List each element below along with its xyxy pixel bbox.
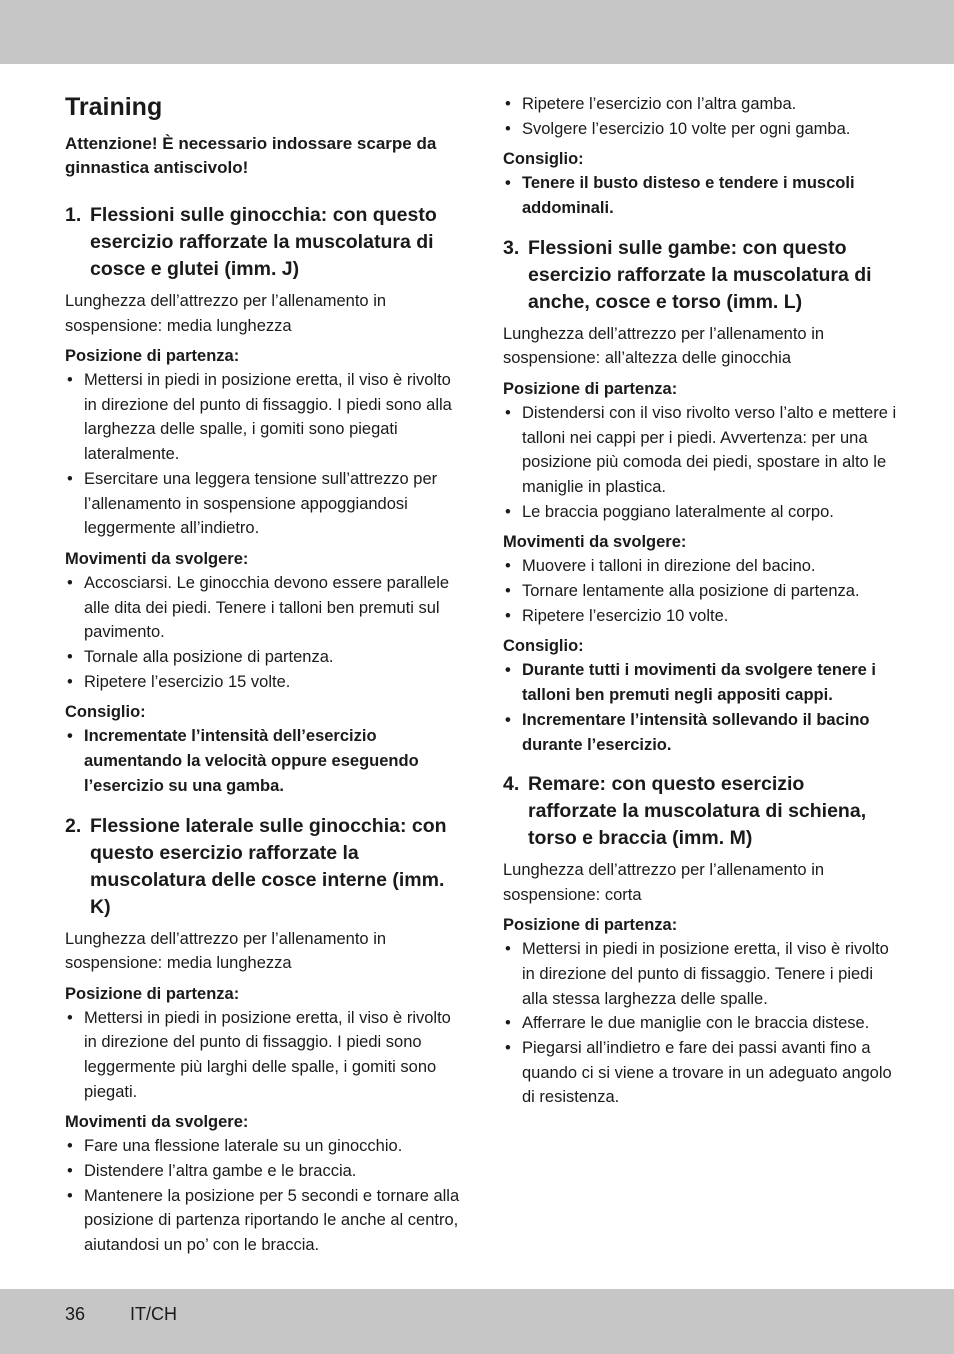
exercise-2-continued bbox=[503, 92, 898, 221]
exercise-3-title: Flessioni sulle gambe: con questo esercizio rafforzate la muscolatura di anche, cosce e torso (imm. L) bbox=[528, 236, 872, 313]
list-item: • Esercitare una leggera tensione sull’attrezzo per l’allenamento in sospensione appoggiandosi leggermente all’indietro. bbox=[65, 467, 460, 541]
exercise-4-length: Lunghezza dell’attrezzo per l’allenamento in sospensione: corta bbox=[503, 861, 825, 904]
exercise-1-heading bbox=[65, 202, 460, 283]
exercise-3-start-list bbox=[503, 401, 898, 525]
list-item: • Mantenere la posizione per 5 secondi e tornare alla posizione di partenza riportando le anche al centro, aiutandosi un po’ con le braccia. bbox=[65, 1184, 460, 1258]
right-column bbox=[503, 92, 898, 1124]
exercise-1-tip-list bbox=[65, 724, 460, 798]
exercise-3-moves-list bbox=[503, 554, 898, 628]
exercise-1-length: Lunghezza dell’attrezzo per l’allenamento in sospensione: media lunghezza bbox=[65, 292, 387, 335]
exercise-3 bbox=[503, 235, 898, 757]
exercise-1-start-list bbox=[65, 368, 460, 541]
list-item: • Mettersi in piedi in posizione eretta, il viso è rivolto in direzione del punto di fissaggio. Tenere i piedi alla stessa larghezza delle spalle. bbox=[503, 937, 898, 1011]
exercise-1-start-label: Posizione di partenza: bbox=[65, 347, 240, 365]
list-item: • Le braccia poggiano lateralmente al corpo. bbox=[503, 500, 898, 525]
exercise-3-number: 3. bbox=[503, 236, 520, 259]
list-item: • Ripetere l’esercizio con l’altra gamba. bbox=[503, 92, 898, 117]
exercise-2-moves-label: Movimenti da svolgere: bbox=[65, 1113, 249, 1132]
exercise-3-heading bbox=[503, 235, 898, 316]
list-item: • Afferrare le due maniglie con le braccia distese. bbox=[503, 1011, 898, 1036]
exercise-3-length: Lunghezza dell’attrezzo per l’allenamento in sospensione: all’altezza delle ginocchia bbox=[503, 324, 825, 368]
exercise-3-start-label: Posizione di partenza: bbox=[503, 379, 678, 398]
list-item: • Durante tutti i movimenti da svolgere tenere i talloni ben premuti negli appositi cappi. bbox=[503, 658, 898, 707]
page-number: 36 bbox=[65, 1304, 86, 1324]
exercise-4-number: 4. bbox=[503, 773, 520, 796]
safety-warning: Attenzione! È necessario indossare scarpe da ginnastica antiscivolo! bbox=[65, 134, 437, 177]
list-item: • Accosciarsi. Le ginocchia devono essere parallele alle dita dei piedi. Tenere i talloni ben premuti sul pavimento. bbox=[65, 571, 460, 645]
exercise-2-number: 2. bbox=[65, 814, 82, 837]
exercise-1 bbox=[65, 202, 460, 799]
list-item: • Fare una flessione laterale su un ginocchio. bbox=[65, 1134, 460, 1159]
list-item: • Ripetere l’esercizio 10 volte. bbox=[503, 604, 898, 629]
language-code: IT/CH bbox=[130, 1304, 177, 1324]
list-item: • Incrementate l’intensità dell’esercizio aumentando la velocità oppure eseguendo l’esercizio su una gamba. bbox=[65, 724, 460, 798]
exercise-4-start-list bbox=[503, 937, 898, 1110]
exercise-2-moves-list bbox=[65, 1134, 460, 1258]
exercise-1-moves-list bbox=[65, 571, 460, 695]
exercise-2-tip-list bbox=[503, 171, 898, 220]
list-item: • Tenere il busto disteso e tendere i muscoli addominali. bbox=[503, 171, 898, 220]
exercise-4 bbox=[503, 771, 898, 1110]
list-item: • Muovere i talloni in direzione del bacino. bbox=[503, 554, 898, 579]
list-item: • Svolgere l’esercizio 10 volte per ogni gamba. bbox=[503, 117, 898, 142]
exercise-2-start-list bbox=[65, 1006, 460, 1105]
exercise-1-moves-label: Movimenti da svolgere: bbox=[65, 549, 249, 568]
list-item: • Tornale alla posizione di partenza. bbox=[65, 645, 460, 670]
list-item: • Ripetere l’esercizio 15 volte. bbox=[65, 670, 460, 695]
exercise-1-tip-label: Consiglio: bbox=[65, 703, 146, 722]
exercise-1-number: 1. bbox=[65, 204, 82, 226]
exercise-2-heading bbox=[65, 813, 460, 921]
list-item: • Distendersi con il viso rivolto verso l’alto e mettere i talloni nei cappi per i piedi. Avvertenza: per una posizione più comoda dei piedi, spostare in alto le maniglie in plastica. bbox=[503, 401, 898, 500]
exercise-2-moves-list-continued bbox=[503, 92, 898, 141]
exercise-2-length: Lunghezza dell’attrezzo per l’allenamento in sospensione: media lunghezza bbox=[65, 929, 387, 973]
exercise-4-title: Remare: con questo esercizio rafforzate la muscolatura di schiena, torso e braccia (imm. M) bbox=[528, 773, 867, 850]
list-item: • Mettersi in piedi in posizione eretta, il viso è rivolto in direzione del punto di fissaggio. I piedi sono leggermente più larghi delle spalle, i gomiti sono piegati. bbox=[65, 1006, 460, 1105]
exercise-1-title: Flessioni sulle ginocchia: con questo esercizio rafforzate la muscolatura di cosce e glutei (imm. J) bbox=[90, 204, 437, 280]
list-item: • Incrementare l’intensità sollevando il bacino durante l’esercizio. bbox=[503, 708, 898, 757]
page-title: Training bbox=[65, 93, 163, 121]
exercise-2-tip-label: Consiglio: bbox=[503, 150, 584, 169]
exercise-4-start-label: Posizione di partenza: bbox=[503, 916, 678, 935]
exercise-3-tip-list bbox=[503, 658, 898, 757]
exercise-4-heading bbox=[503, 771, 898, 852]
header-bar bbox=[0, 0, 954, 64]
exercise-2-title: Flessione laterale sulle ginocchia: con questo esercizio rafforzate la muscolatura delle cosce interne (imm. K) bbox=[90, 814, 447, 918]
list-item: • Piegarsi all’indietro e fare dei passi avanti fino a quando ci si viene a trovare in un adeguato angolo di resistenza. bbox=[503, 1036, 898, 1110]
list-item: • Mettersi in piedi in posizione eretta, il viso è rivolto in direzione del punto di fissaggio. I piedi sono alla larghezza delle spalle, i gomiti sono piegati lateralmente. bbox=[65, 368, 460, 467]
left-column bbox=[65, 92, 460, 1272]
exercise-3-tip-label: Consiglio: bbox=[503, 637, 584, 656]
list-item: • Tornare lentamente alla posizione di partenza. bbox=[503, 579, 898, 604]
exercise-2-start-label: Posizione di partenza: bbox=[65, 984, 240, 1003]
exercise-3-moves-label: Movimenti da svolgere: bbox=[503, 533, 687, 552]
exercise-2 bbox=[65, 813, 460, 1258]
list-item: • Distendere l’altra gambe e le braccia. bbox=[65, 1159, 460, 1184]
